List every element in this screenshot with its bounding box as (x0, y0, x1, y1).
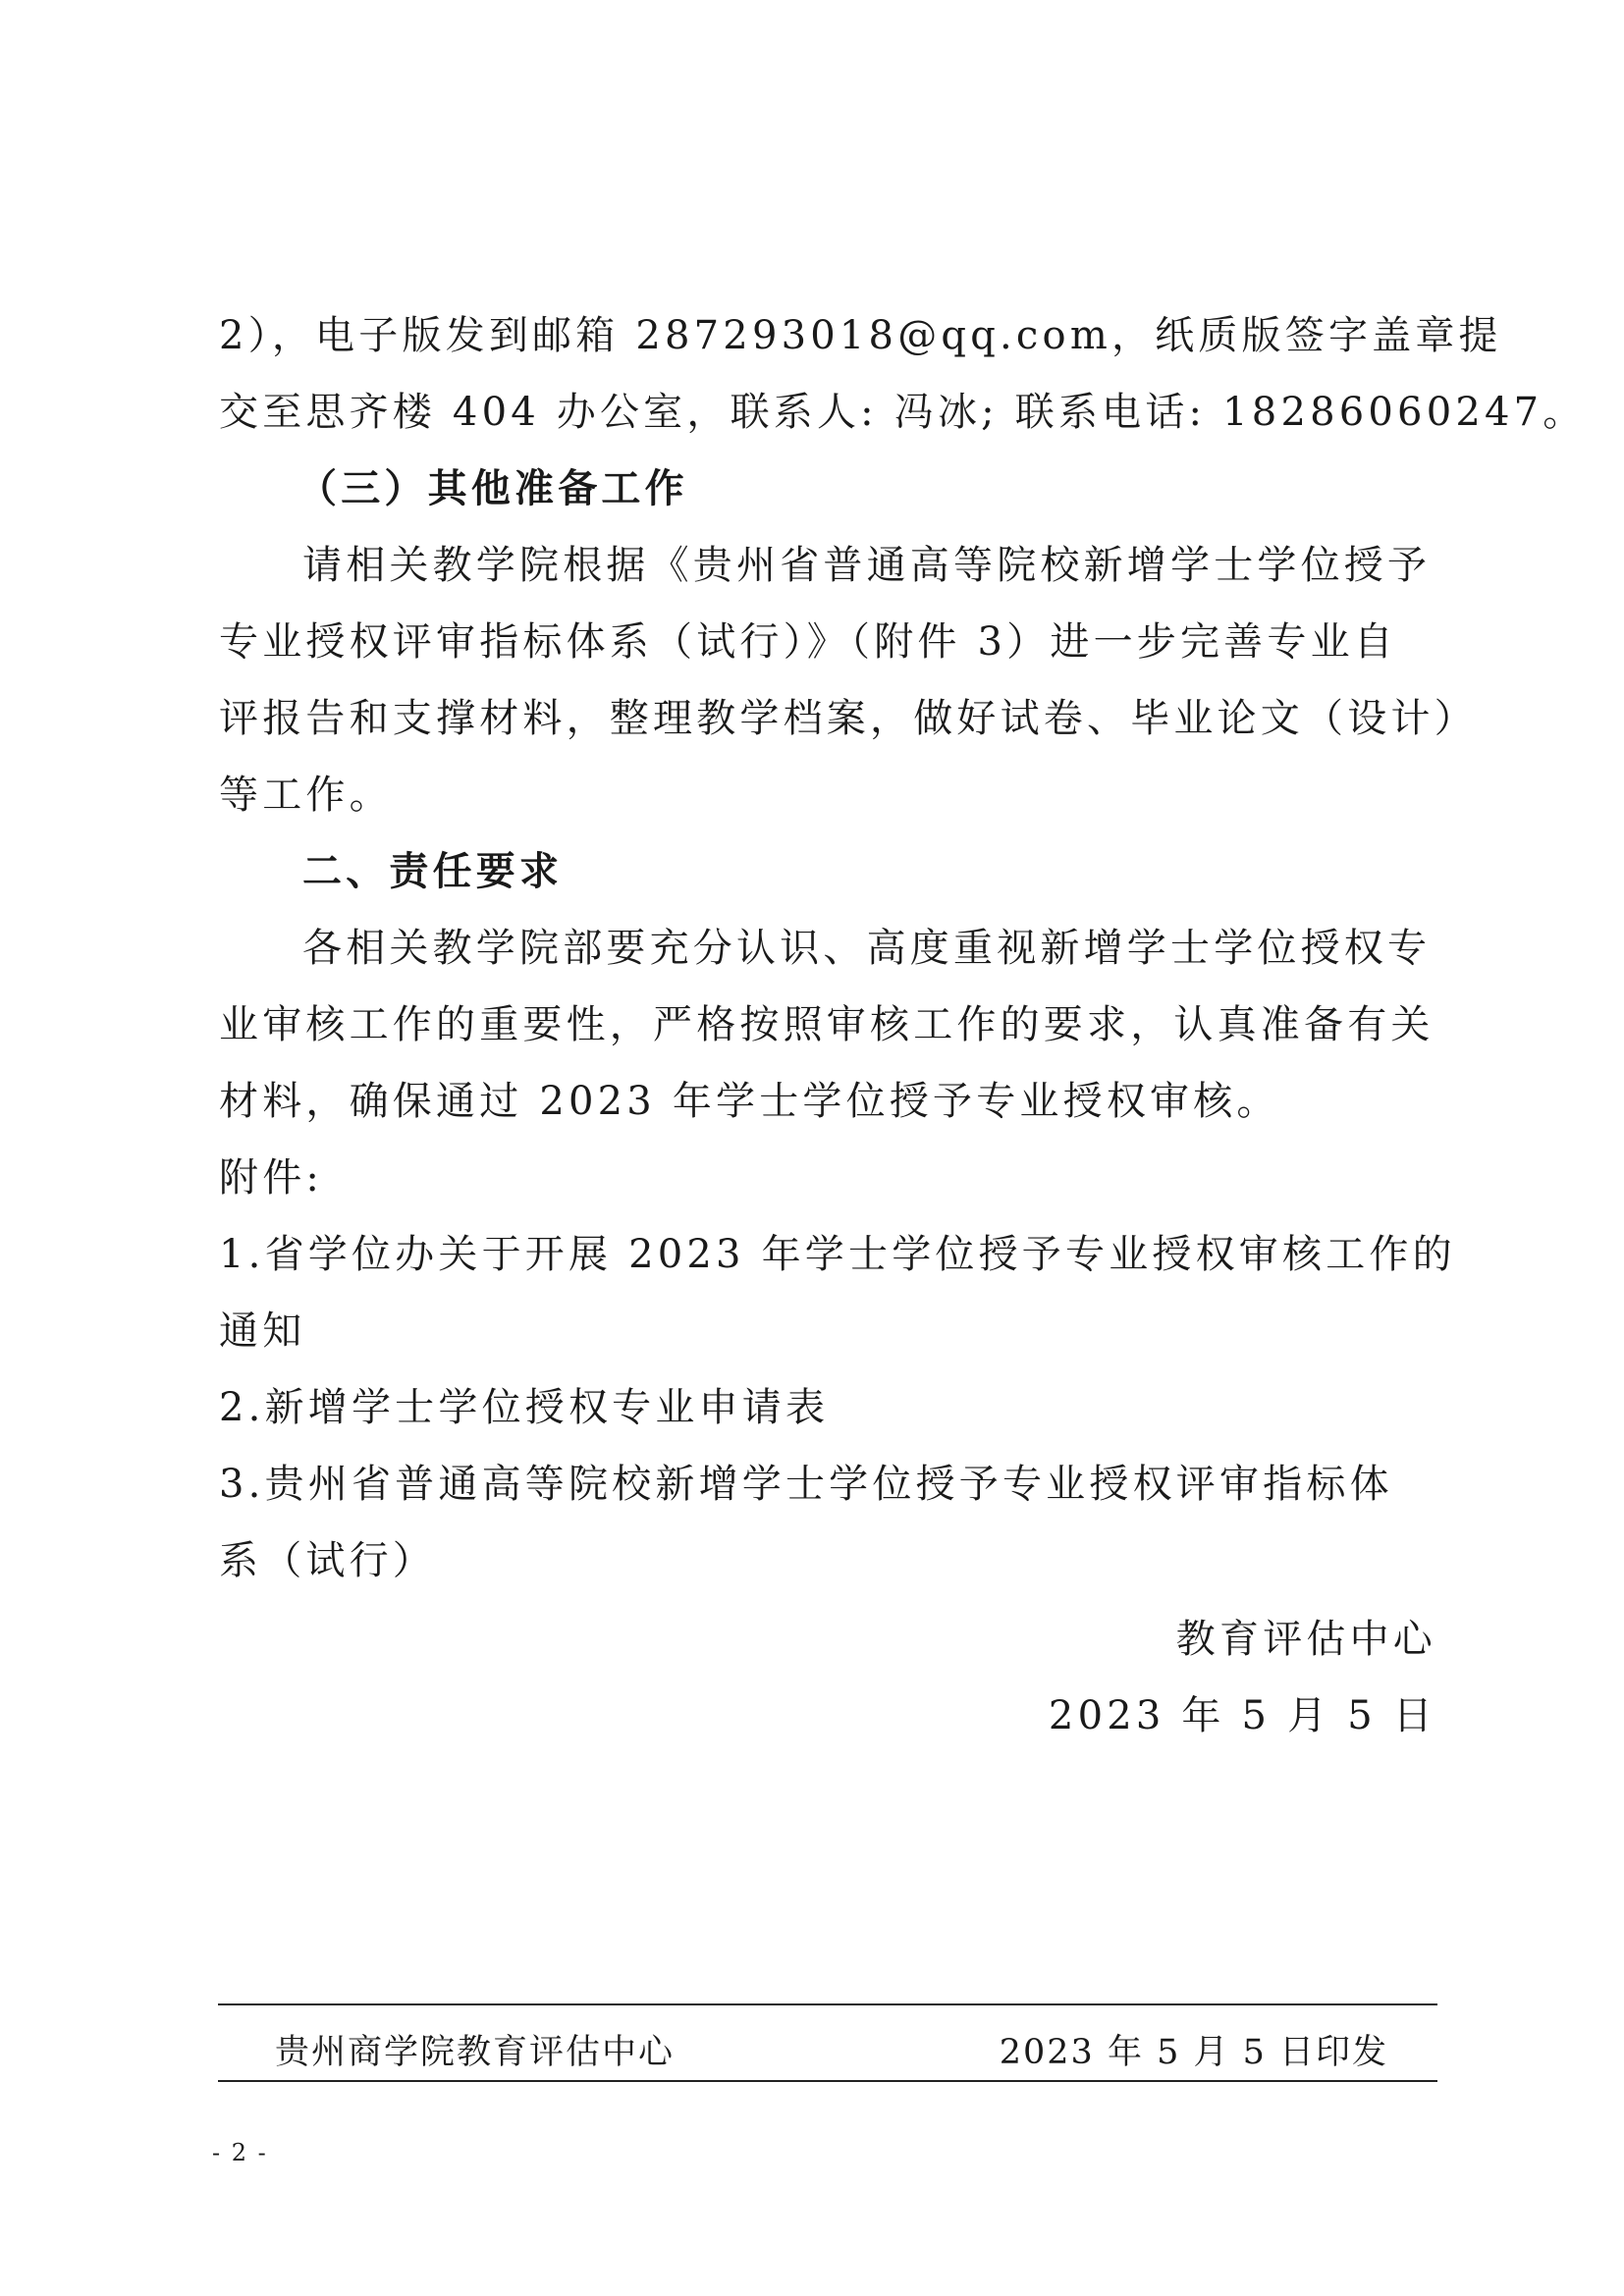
body-line-9: 各相关教学院部要充分认识、高度重视新增学士学位授权专 (302, 926, 1432, 971)
attachment-3-line-2: 系（试行） (219, 1538, 436, 1583)
section-heading-other-preparation: （三）其他准备工作 (298, 465, 688, 511)
body-line-2: 交至思齐楼 404 办公室，联系人: 冯冰; 联系电话: 18286060247。 (219, 390, 1587, 435)
footer-issue-date: 2023 年 5 月 5 日印发 (999, 2033, 1388, 2072)
attachment-3-line-1: 3.贵州省普通高等院校新增学士学位授予专业授权评审指标体 (219, 1462, 1393, 1507)
signature-date: 2023 年 5 月 5 日 (1048, 1693, 1436, 1738)
signature-organization: 教育评估中心 (1175, 1617, 1436, 1662)
footer-issuer: 贵州商学院教育评估中心 (275, 2033, 676, 2072)
body-line-5: 专业授权评审指标体系（试行）》（附件 3）进一步完善专业自 (219, 619, 1397, 665)
body-line-7: 等工作。 (219, 773, 393, 818)
body-line-10: 业审核工作的重要性，严格按照审核工作的要求，认真准备有关 (219, 1002, 1435, 1047)
attachment-1-line-1: 1.省学位办关于开展 2023 年学士学位授予专业授权审核工作的 (219, 1232, 1456, 1277)
footer-top-rule (218, 2003, 1437, 2005)
attachment-2: 2.新增学士学位授权专业申请表 (219, 1385, 830, 1430)
body-line-6: 评报告和支撑材料，整理教学档案，做好试卷、毕业论文（设计） (219, 696, 1478, 741)
footer-bottom-rule (218, 2080, 1437, 2082)
attachment-1-line-2: 通知 (219, 1308, 306, 1354)
attachments-label: 附件: (219, 1155, 324, 1201)
body-line-4: 请相关教学院根据《贵州省普通高等院校新增学士学位授予 (302, 543, 1432, 588)
section-heading-responsibility: 二、责任要求 (302, 848, 564, 894)
body-line-1: 2），电子版发到邮箱 287293018@qq.com，纸质版签字盖章提 (219, 313, 1502, 358)
body-line-11: 材料，确保通过 2023 年学士学位授予专业授权审核。 (219, 1079, 1280, 1124)
page-number: - 2 - (212, 2139, 268, 2166)
